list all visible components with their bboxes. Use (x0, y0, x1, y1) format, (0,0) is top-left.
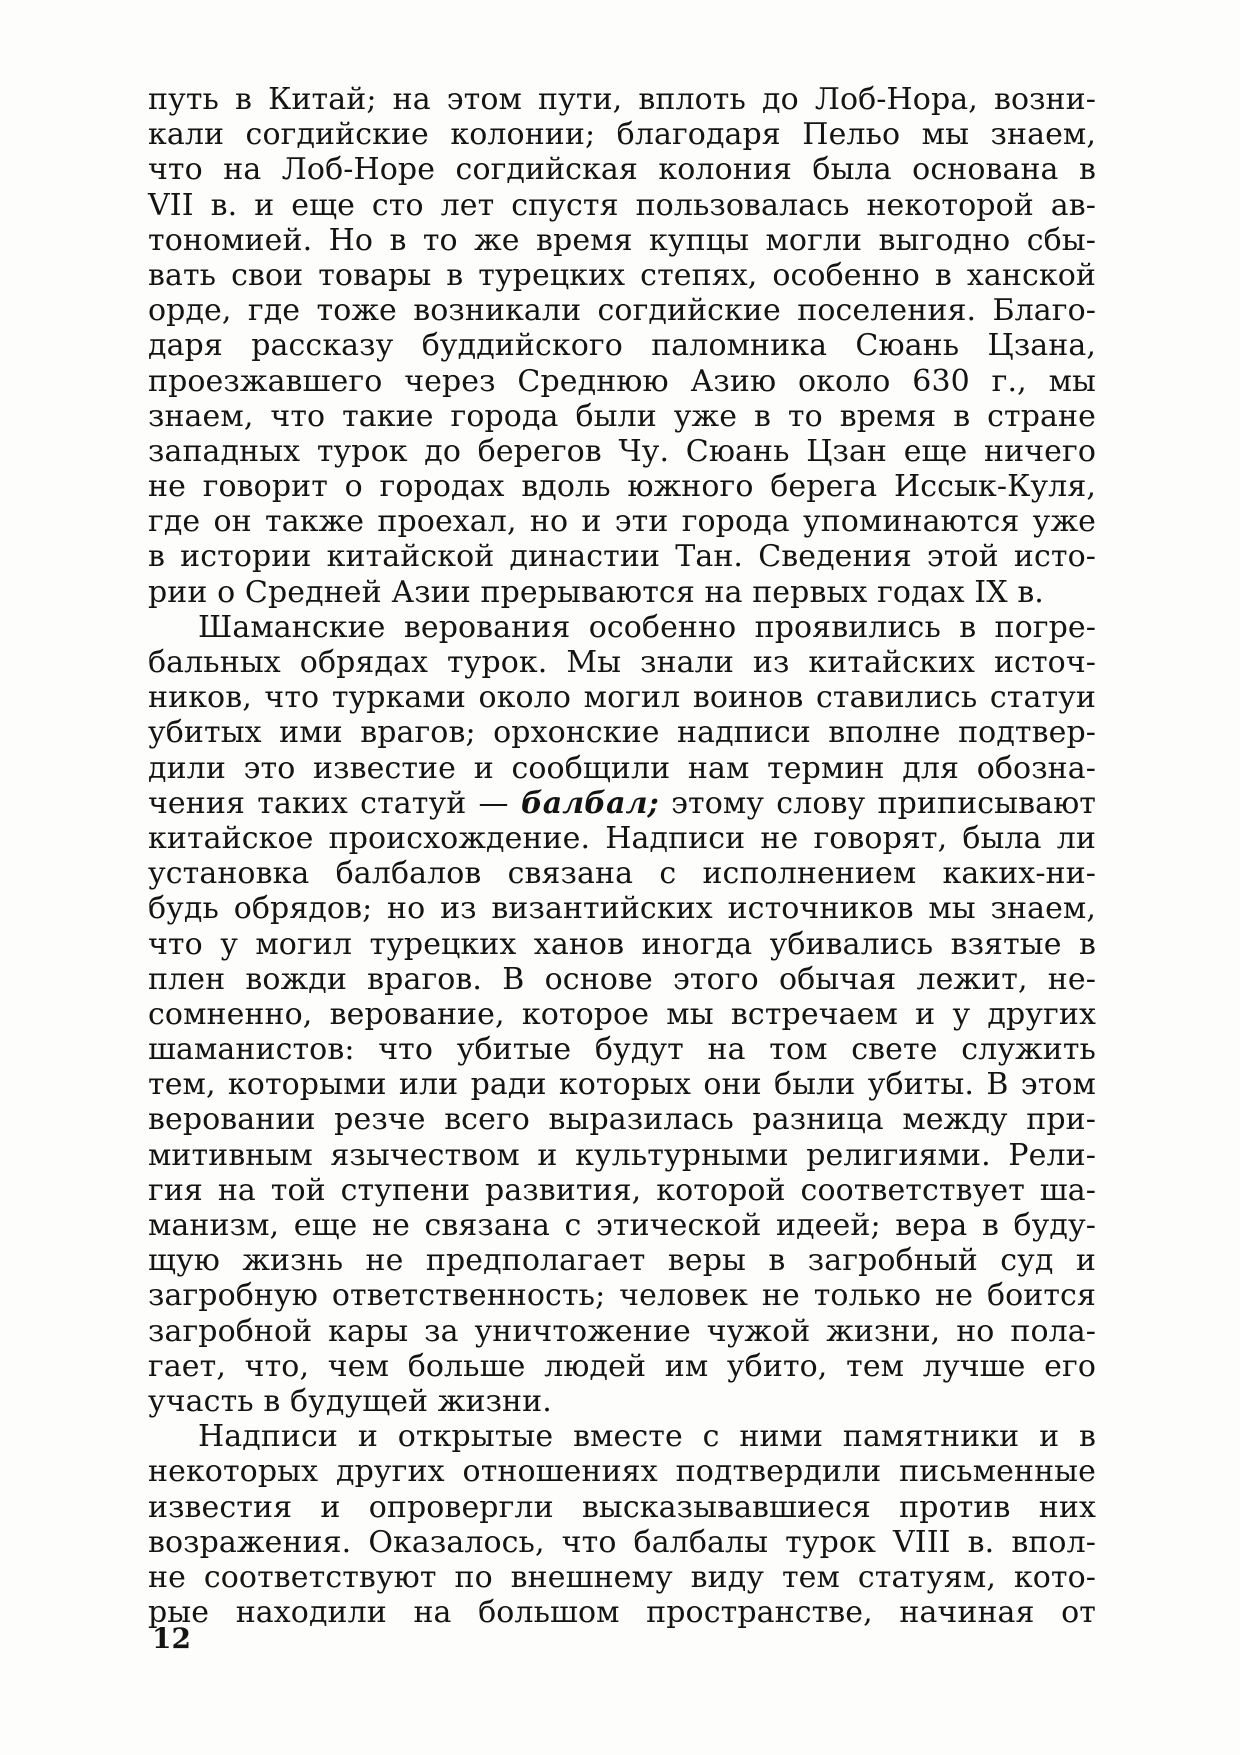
text-line: некоторых других отношениях подтвердили письменные (148, 1454, 1096, 1490)
text-line: дили это известие и сообщили нам термин для обозна- (148, 750, 1096, 786)
text-line: ников, что турками около могил воинов ставились статуи (148, 680, 1096, 716)
paragraph-1 (148, 82, 1096, 610)
line-end: этому слову приписывают (658, 785, 1096, 821)
text-line: сомненно, верование, которое мы встречаем и у других (148, 996, 1096, 1032)
paragraph-2 (148, 610, 1096, 1419)
text-line: установка балбалов связана с исполнением каких-ни- (148, 856, 1096, 892)
text-line: китайское происхождение. Надписи не говорят, была ли (148, 820, 1096, 856)
text-line: вать свои товары в турецких степях, особенно в ханской (148, 257, 1096, 293)
text-line: митивным язычеством и культурными религиями. Рели- (148, 1137, 1096, 1173)
text-line: в истории китайской династии Тан. Сведения этой исто- (148, 539, 1096, 575)
text-line: бальных обрядах турок. Мы знали из китайских источ- (148, 645, 1096, 680)
text-line: что у могил турецких ханов иногда убивались взятые в (148, 926, 1096, 962)
text-line: что на Лоб-Норе согдийская колония была основана в (148, 152, 1096, 188)
text-line: тономией. Но в то же время купцы могли выгодно сбы- (148, 222, 1096, 258)
text-column (148, 82, 1096, 1630)
text-line: Шаманские верования особенно проявились в погре- (198, 609, 1096, 645)
text-line: знаем, что такие города были уже в то время в стране (148, 398, 1096, 434)
text-line: возражения. Оказалось, что балбалы турок VIII в. впол- (148, 1524, 1096, 1560)
text-line: гает, что, чем больше людей им убито, тем лучше его (148, 1348, 1096, 1384)
text-line: известия и опровергли высказывавшиеся против них (148, 1489, 1096, 1525)
text-line: участь в будущей жизни. (148, 1383, 552, 1419)
text-line: рые находили на большом пространстве, начиная от (148, 1595, 1096, 1631)
text-line: не соответствуют по внешнему виду тем статуям, кото- (148, 1559, 1096, 1595)
text-line: плен вожди врагов. В основе этого обычая лежит, не- (148, 961, 1096, 997)
text-line: будь обрядов; но из византийских источников мы знаем, (148, 891, 1096, 927)
text-line: кали согдийские колонии; благодаря Пельо мы знаем, (148, 117, 1096, 153)
text-line: VII в. и еще сто лет спустя пользовалась некоторой ав- (148, 187, 1096, 223)
text-line: где он также проехал, но и эти города упоминаются уже (148, 504, 1096, 540)
italic-term: балбал; (520, 785, 659, 821)
paragraph-3 (148, 1419, 1096, 1630)
text-line: щую жизнь не предполагает веры в загробный суд и (148, 1243, 1096, 1279)
text-line: путь в Китай; на этом пути, вплоть до Лоб-Нора, возни- (148, 82, 1096, 117)
line-start: чения таких статуй — (148, 785, 521, 821)
text-line: западных турок до берегов Чу. Сюань Цзан еще ничего (148, 433, 1096, 469)
text-line: загробную ответственность; человек не только не боится (148, 1278, 1096, 1314)
text-line: орде, где тоже возникали согдийские поселения. Благо- (148, 293, 1096, 329)
text-line: тем, которыми или ради которых они были убиты. В этом (148, 1067, 1096, 1103)
text-line: Надписи и открытые вместе с ними памятники и в (198, 1419, 1096, 1455)
text-line: веровании резче всего выразилась разница между при- (148, 1102, 1096, 1138)
text-line: проезжавшего через Среднюю Азию около 630 г., мы (148, 363, 1096, 399)
text-line: манизм, еще не связана с этической идеей; вера в буду- (148, 1208, 1096, 1243)
text-line: убитых ими врагов; орхонские надписи вполне подтвер- (148, 715, 1096, 751)
page-number: 12 (152, 1622, 191, 1655)
text-line-with-term (148, 786, 1096, 821)
text-line: не говорит о городах вдоль южного берега Иссык-Куля, (148, 469, 1096, 505)
text-line: даря рассказу буддийского паломника Сюань Цзана, (148, 328, 1096, 364)
text-line: рии о Средней Азии прерываются на первых годах IX в. (148, 574, 1044, 610)
text-line: шаманистов: что убитые будут на том свете служить (148, 1032, 1096, 1068)
text-line: гия на той ступени развития, которой соответствует ша- (148, 1172, 1096, 1208)
text-line: загробной кары за уничтожение чужой жизни, но пола- (148, 1313, 1096, 1349)
